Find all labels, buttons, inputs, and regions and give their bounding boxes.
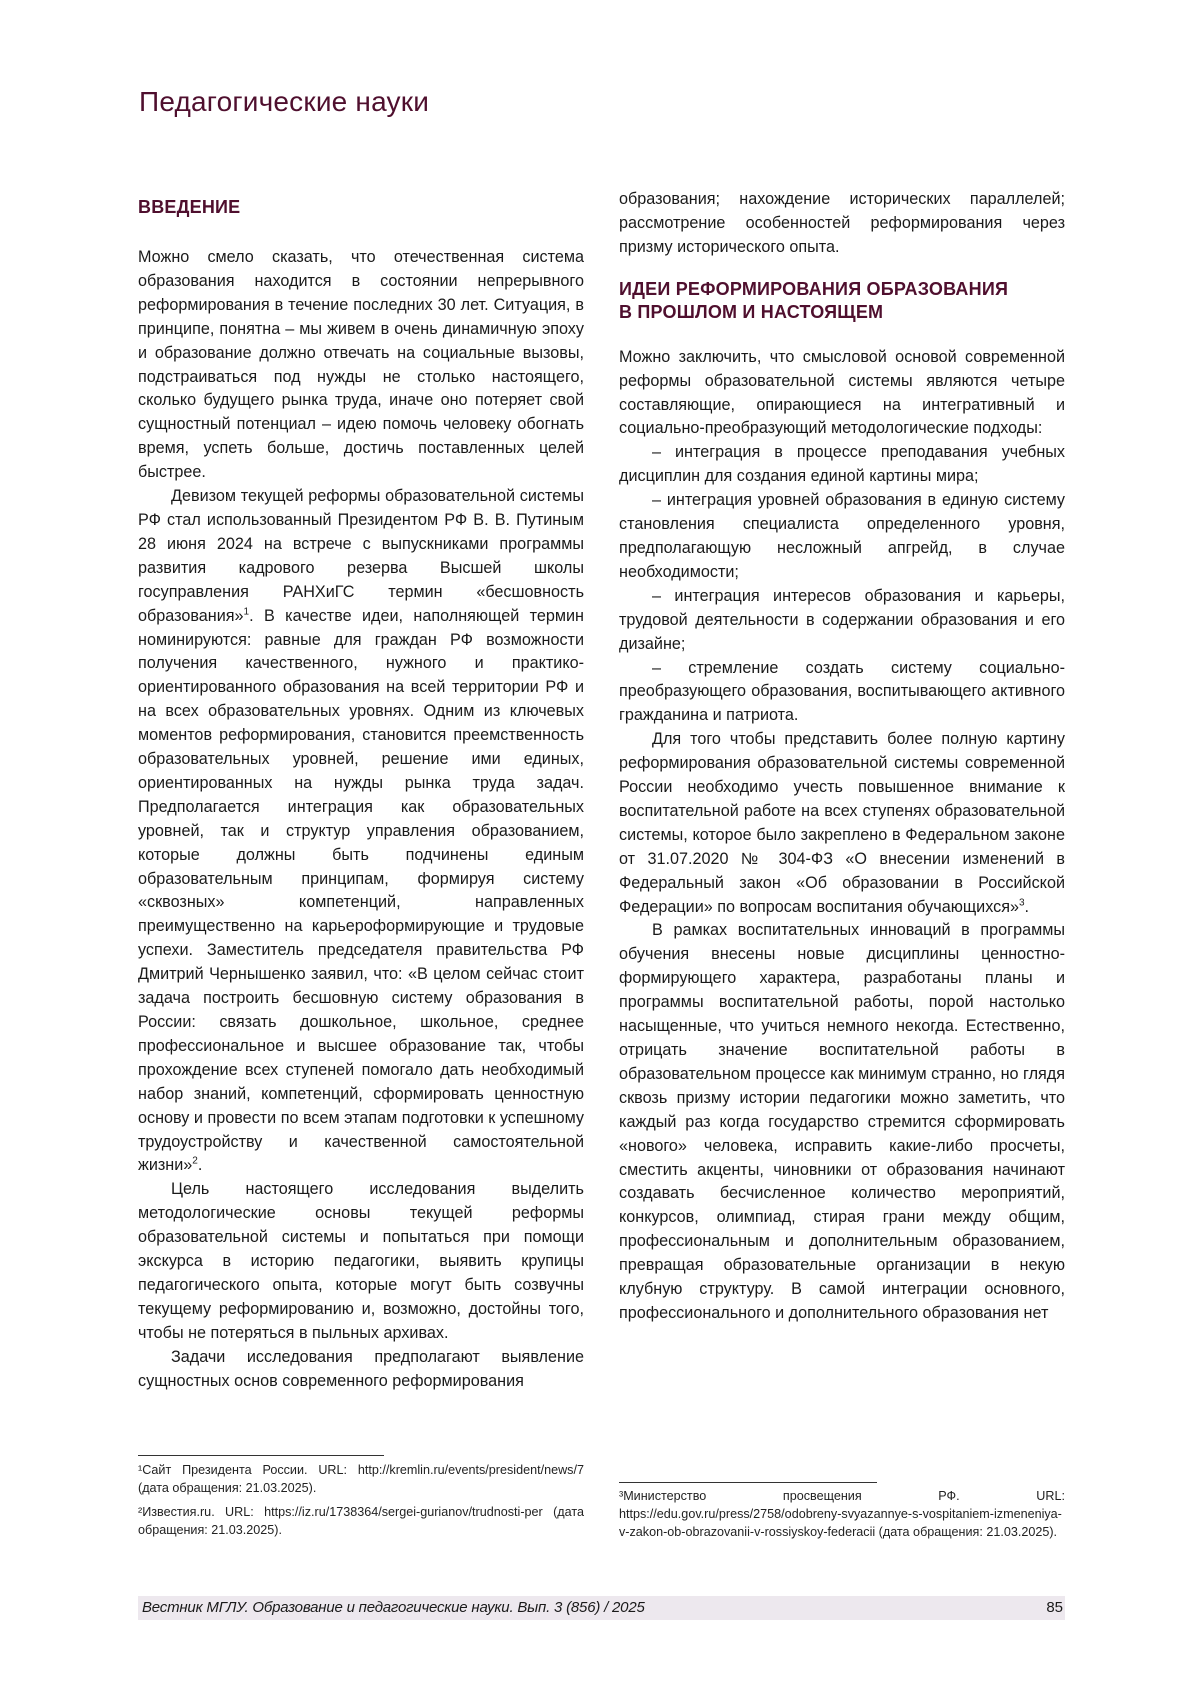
right-column (619, 190, 1065, 1326)
section-heading-line: В ПРОШЛОМ И НАСТОЯЩЕМ (619, 301, 884, 322)
section-title: Педагогические науки (139, 86, 430, 117)
introduction-heading: ВВЕДЕНИЕ (138, 197, 241, 217)
punctuation: . (1024, 897, 1030, 916)
page-footer (138, 1596, 1065, 1620)
left-column (138, 196, 584, 1394)
paragraph: Можно заключить, что смысловой основой современной реформы образовательной системы являются четыре составляющие, опирающиеся на интегративный и социально-преобразующий методологические подходы: (619, 347, 1065, 438)
paragraph (619, 728, 1065, 919)
footnote: ¹Сайт Президента России. URL: http://kremlin.ru/events/president/news/7 (дата обращения: 21.03.2025). (138, 1463, 584, 1495)
paragraph-text: . В качестве идеи, наполняющей термин номинируются: равные для граждан РФ возможности получения качественного, нужного и практико-ориентированного образования на всей территории РФ и на всех образовательных уровнях. Одним из ключевых моментов реформирования, становится преемственность образовательных уровней, решение ими единых, ориентированных на нужды рынка труда задач. Предполагается интеграция как образовательных уровней, так и структур управления образованием, которые должны быть подчинены единым образовательным принципам, формируя систему «сквозных» компетенций, направленных преимущественно на карьероформирующие и трудовые успехи. Заместитель председателя правительства РФ Дмитрий Чернышенко заявил, что: «В целом сейчас стоит задача построить бесшовную систему образования в России: связать дошкольное, школьное, среднее профессиональное и высшее образование так, чтобы прохождение всех ступеней помогало дать необходимый набор знаний, компетенций, сформировать ценностную основу и провести по всем этапам подготовки к успешному трудоустройству и качественной самостоятельной жизни» (138, 606, 584, 1175)
list-item: – интеграция уровней образования в единую систему становления специалиста определенного уровня, предполагающую несложный апгрейд, в случае необходимости; (619, 491, 1065, 581)
footnote-ref[interactable]: 1 (243, 606, 250, 618)
footnote-divider (138, 1455, 384, 1456)
paragraph-text: Девизом текущей реформы образовательной системы РФ стал использованный Президентом РФ В. В. Путиным 28 июня 2024 на встрече с выпускниками программы развития кадрового резерва Высшей школы госуправления РАНХиГС термин «бесшовность образования» (138, 487, 584, 625)
footnote-ref[interactable]: 3 (1018, 897, 1025, 909)
list-item: – интеграция в процессе преподавания учебных дисциплин для создания единой картины мира; (619, 443, 1065, 486)
paragraph: Можно смело сказать, что отечественная система образования находится в состоянии непрерывного реформирования в течение последних 30 лет. Ситуация, в принципе, понятна – мы живем в очень динамичную эпоху и образование должно отвечать на социальные вызовы, подстраиваться под нужды не столько настоящего, сколько будущего рынка труда, иначе оно потеряет свой сущностный потенциал – идею помочь человеку обогнать время, успеть больше, достичь поставленных целей быстрее. (138, 248, 584, 482)
punctuation: . (197, 1156, 203, 1175)
list-item: – стремление создать систему социально-преобразующего образования, воспитывающего активного гражданина и патриота. (619, 658, 1065, 725)
paragraph: Цель настоящего исследования выделить методологические основы текущей реформы образовательной системы и попытаться при помощи экскурса в историю педагогики, выявить крупицы педагогического опыта, которые могут быть созвучны текущему реформированию и, возможно, достойны того, чтобы не потеряться в пыльных архивах. (138, 1180, 584, 1342)
footnote: ²Известия.ru. URL: https://iz.ru/1738364/sergei-gurianov/trudnosti-per (дата обращения: 21.03.2025). (138, 1505, 584, 1537)
paragraph: Задачи исследования предполагают выявление сущностных основ современного реформирования (138, 1347, 584, 1390)
footnote: ³Министерство просвещения РФ. URL: https://edu.gov.ru/press/2758/odobreny-svyazannye-s-vospitaniem-izmeneniya-v-zakon-ob-obrazovanii-v-rossiyskoy-federacii (дата обращения: 21.03.2025). (619, 1489, 1065, 1539)
footnotes-left (138, 1461, 584, 1545)
paragraph-text: Для того чтобы представить более полную картину реформирования образовательной системы современной России необходимо учесть повышенное внимание к воспитательной работе на всех ступенях образовательной системы, которое было закреплено в Федеральном законе от 31.07.2020 № 304-ФЗ «О внесении изменений в Федеральный закон «Об образовании в Российской Федерации» по вопросам воспитания обучающихся» (619, 730, 1065, 916)
paragraph: В рамках воспитательных инноваций в программы обучения внесены новые дисциплины ценностно-формирующего характера, разработаны планы и программы воспитательной работы, порой настолько насыщенные, что учиться немного некогда. Естественно, отрицать значение воспитательной работы в образовательном процессе как минимум странно, но глядя сквозь призму истории педагогики можно заметить, что каждый раз когда государство стремится сформировать «нового» человека, исправить какие-либо просчеты, сместить акценты, чиновники от образования начинают создавать бесчисленное количество мероприятий, конкурсов, олимпиад, стирая грани между общим, профессиональным и дополнительным образованием, превращая образовательные организации в некую клубную структуру. В самой интеграции основного, профессионального и дополнительного образования нет (619, 921, 1065, 1322)
section-heading-line: ИДЕИ РЕФОРМИРОВАНИЯ ОБРАЗОВАНИЯ (619, 278, 1009, 299)
page-number: 85 (1046, 1599, 1063, 1616)
journal-title: Вестник МГЛУ. Образование и педагогические науки. Вып. 3 (856) / 2025 (142, 1599, 645, 1616)
footnote-ref[interactable]: 2 (192, 1156, 198, 1168)
section-heading (619, 278, 1065, 324)
list-item: – интеграция интересов образования и карьеры, трудовой деятельности в содержании образования и его дизайне; (619, 586, 1065, 653)
footnotes-right (619, 1487, 1065, 1547)
paragraph (138, 485, 584, 1178)
footnote-divider (619, 1482, 877, 1483)
paragraph: образования; нахождение исторических параллелей; рассмотрение особенностей реформирования через призму исторического опыта. (619, 190, 1065, 256)
